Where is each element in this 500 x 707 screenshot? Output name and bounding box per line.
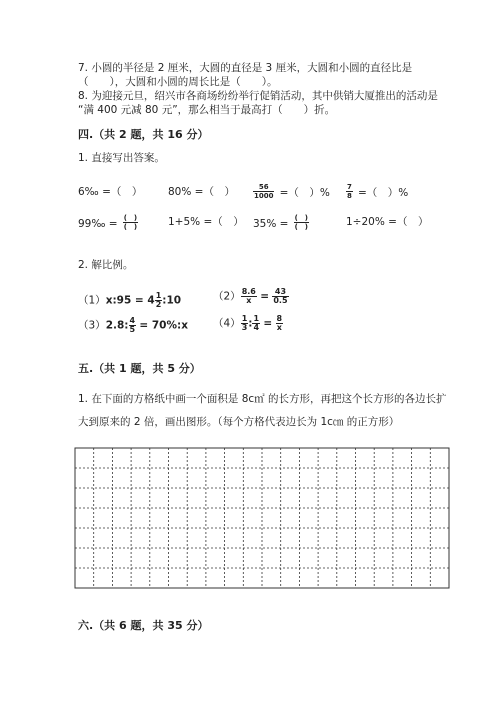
calc-r1-c-rest: =（ ）% <box>279 187 330 199</box>
frac-num: 8.6 <box>241 287 256 296</box>
section4-q1-title: 1. 直接写出答案。 <box>78 152 165 164</box>
frac-den: 5 <box>129 325 136 334</box>
frac-den: 4 <box>253 323 260 332</box>
frac-den: 0.5 <box>273 296 288 305</box>
eq-expr: x:95 = 4 <box>105 294 155 307</box>
fraction <box>346 183 353 200</box>
q8-line1: 8. 为迎接元旦，绍兴市各商场纷纷举行促销活动，其中供销大厦推出的活动是 <box>78 90 438 102</box>
frac-num: 4 <box>129 316 136 325</box>
frac-num: 1 <box>155 291 162 300</box>
fraction <box>253 183 274 200</box>
frac-num: 43 <box>272 288 288 297</box>
frac-num: 1 <box>253 314 260 323</box>
frac-num: 56 <box>253 183 274 192</box>
eq-expr: 2.8: <box>105 319 129 332</box>
eq-expr: = 70%:x <box>139 319 188 332</box>
eq-label: （1） <box>78 294 106 307</box>
frac-den: ( ) <box>294 223 308 231</box>
section5-q1-line1: 1. 在下面的方格纸中画一个面积是 8c㎡ 的长方形，再把这个长方形的各边长扩 <box>78 393 447 405</box>
frac-num: 7 <box>347 183 352 191</box>
calc-r2-a <box>78 212 138 231</box>
section4-title: 四.（共 2 题，共 16 分） <box>78 128 209 141</box>
frac-den: ( ) <box>123 223 138 231</box>
calc-r1-c <box>253 181 330 200</box>
q8-line2: “满 400 元减 80 元”，那么相当于最高打（ ）折。 <box>78 104 336 116</box>
section6-title: 六.（共 6 题，共 35 分） <box>78 619 209 632</box>
grid-paper[interactable] <box>74 447 450 589</box>
frac-den: 1000 <box>254 192 274 200</box>
calc-r1-d-rest: =（ ）% <box>357 187 409 199</box>
calc-r1-b: 80% =（ ） <box>168 186 235 198</box>
calc-r1-a: 6‰ =（ ） <box>78 186 143 198</box>
fraction <box>272 288 288 305</box>
eq-sign: : <box>248 317 253 330</box>
eq-label: （4） <box>213 317 241 330</box>
q7-line1: 7. 小圆的半径是 2 厘米，大圆的直径是 3 厘米，大圆和小圆的直径比是 <box>78 62 413 74</box>
frac-den: 3 <box>241 323 248 332</box>
calc-r2-d: 1÷20% =（ ） <box>346 216 429 228</box>
eq-expr: :10 <box>162 294 182 307</box>
section5-title: 五.（共 1 题，共 5 分） <box>78 362 201 375</box>
eq-sign: = <box>263 317 273 330</box>
equation-1 <box>78 292 181 309</box>
frac-num: ( ) <box>123 214 138 222</box>
frac-den: 2 <box>155 300 162 309</box>
eq-sign: = <box>260 290 270 303</box>
q7-line2: （ ），大圆和小圆的周长比是（ ）。 <box>78 76 278 88</box>
fraction <box>276 315 284 332</box>
eq-label: （3） <box>78 319 106 332</box>
frac-den: 8 <box>347 192 352 200</box>
frac-num: ( ) <box>294 214 308 222</box>
calc-r1-d <box>346 181 408 200</box>
fraction-blank <box>294 214 309 231</box>
eq-label: （2） <box>213 290 241 303</box>
calc-r2-c <box>253 212 309 231</box>
equation-3 <box>78 317 188 334</box>
section4-q2-title: 2. 解比例。 <box>78 259 134 271</box>
equation-2 <box>213 288 289 305</box>
frac-num: 1 <box>241 314 248 323</box>
fraction <box>129 317 137 334</box>
fraction-blank <box>123 214 138 231</box>
calc-r2-c-pre: 35% = <box>253 218 289 230</box>
calc-r2-b: 1+5% =（ ） <box>168 216 244 228</box>
frac-den: x <box>246 296 252 305</box>
frac-den: x <box>276 323 282 332</box>
equation-4 <box>213 315 283 332</box>
section5-q1-line2: 大到原来的 2 倍，画出图形。（每个方格代表边长为 1c㎝ 的正方形） <box>78 416 400 428</box>
frac-num: 8 <box>276 314 283 323</box>
fraction <box>241 288 257 305</box>
calc-r2-a-pre: 99‰ = <box>78 218 118 230</box>
fraction <box>252 315 260 332</box>
